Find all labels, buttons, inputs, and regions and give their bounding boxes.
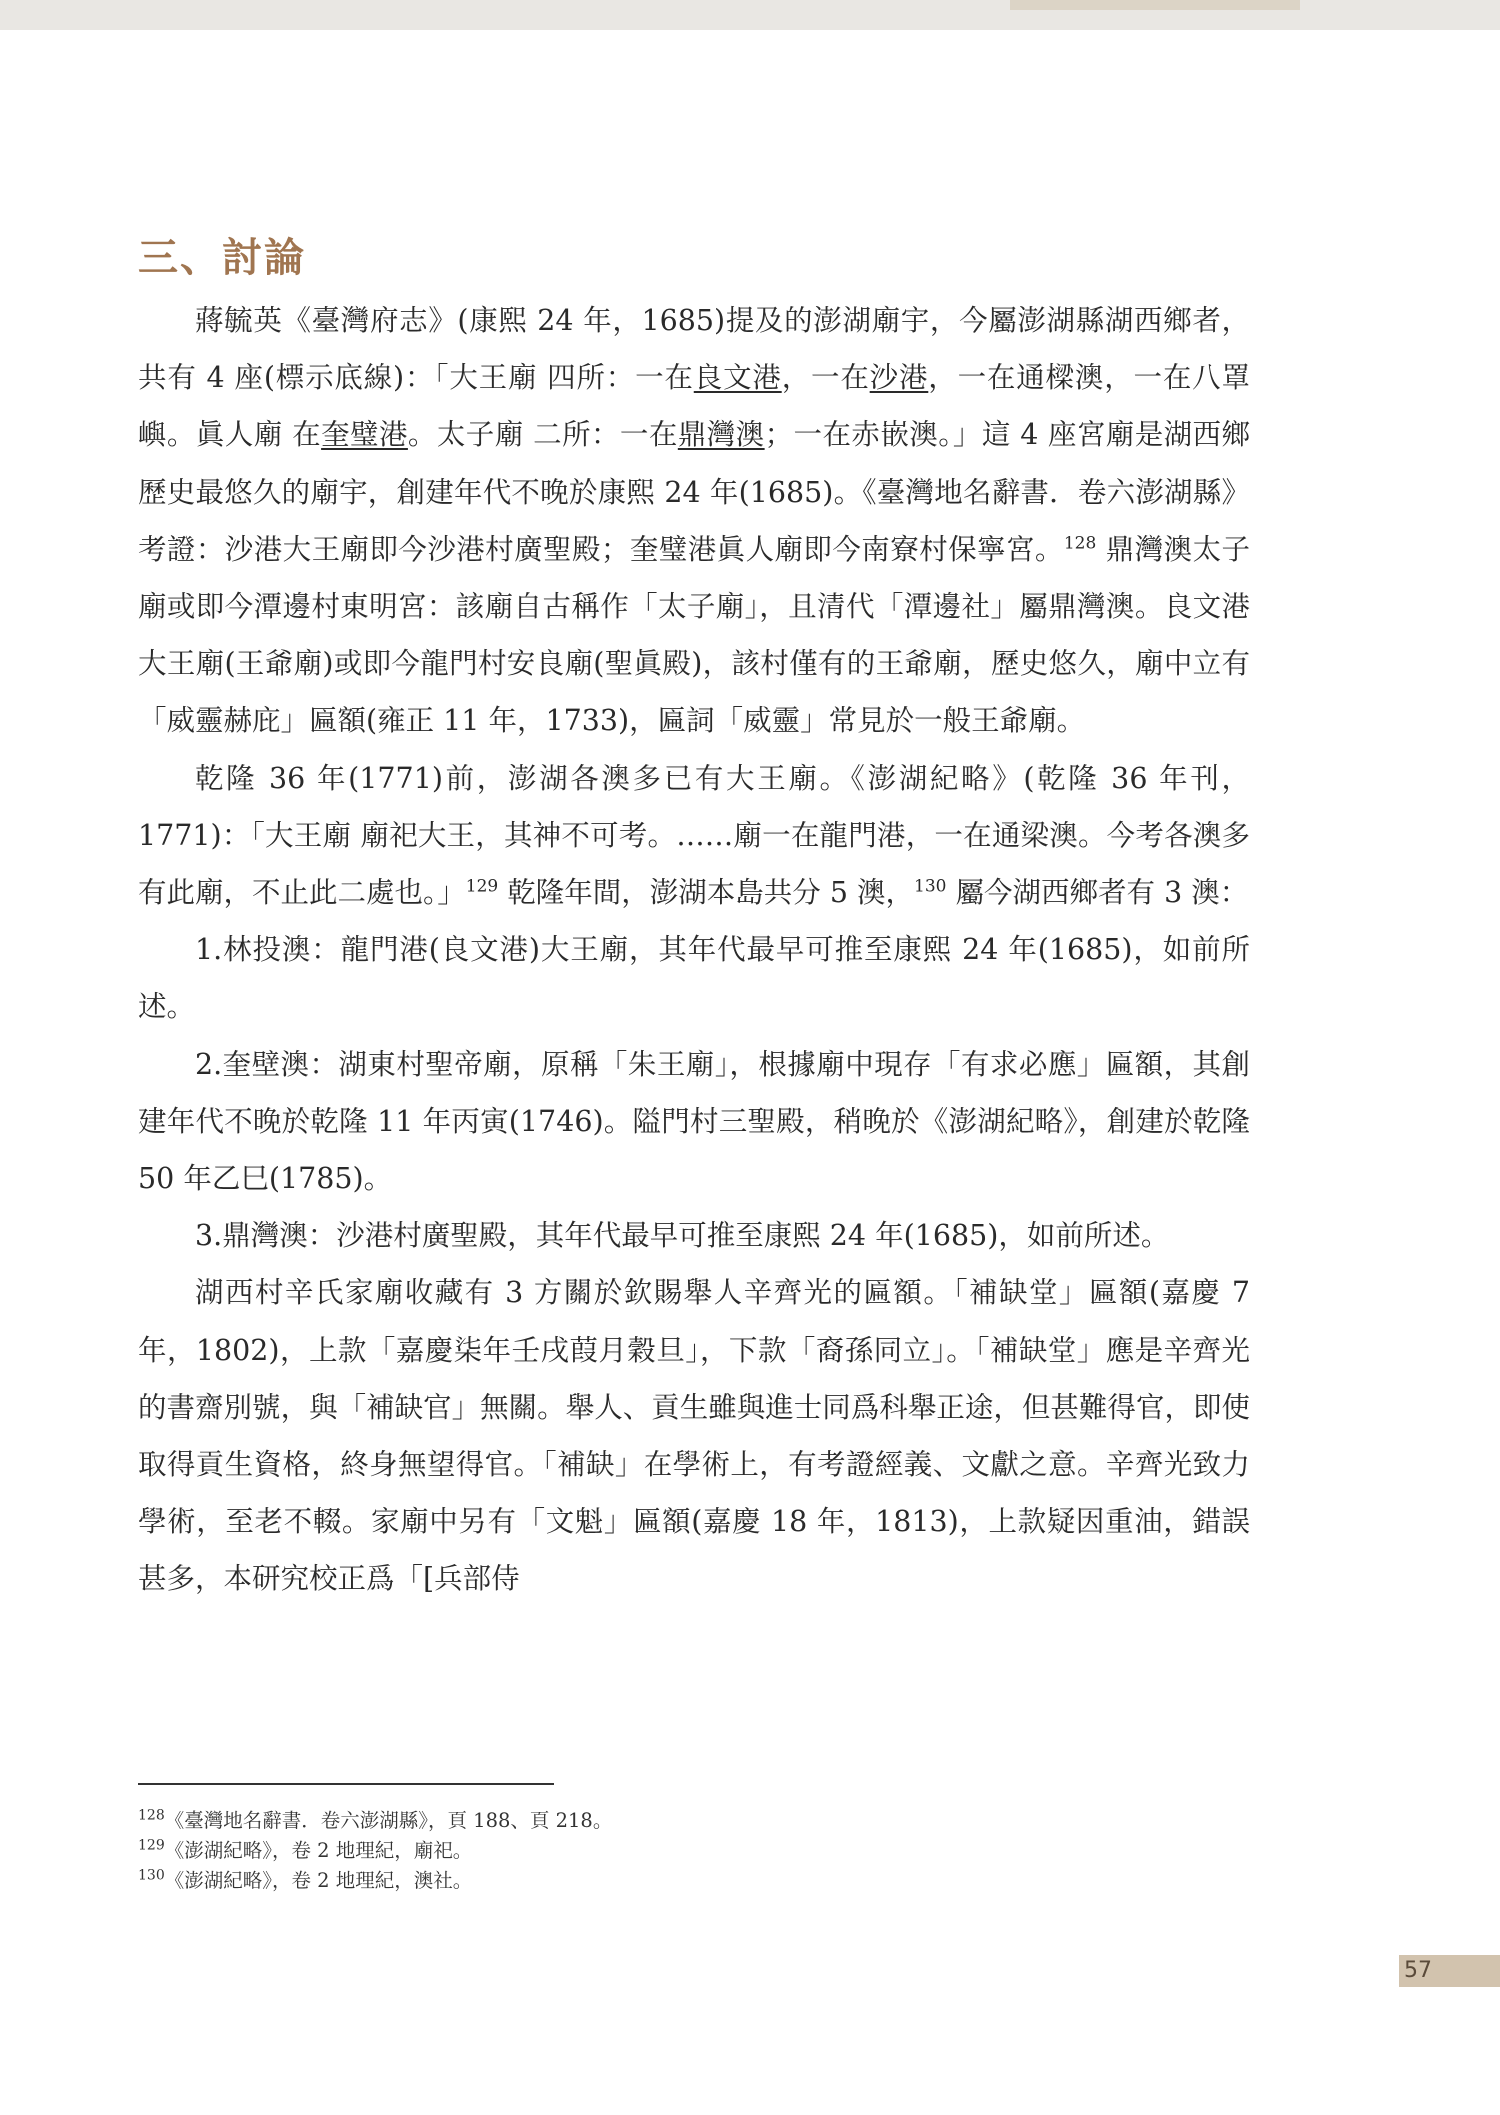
footnote-ref: 128 bbox=[1063, 533, 1097, 554]
footnote-text: 《澎湖紀略》，卷 2 地理紀，廟祀。 bbox=[164, 1839, 473, 1862]
footnotes bbox=[138, 1806, 1038, 1896]
footnote-number: 130 bbox=[138, 1867, 165, 1884]
page-number: 57 bbox=[1399, 1955, 1500, 1987]
underlined-place: 沙港 bbox=[869, 361, 929, 395]
text-run: 乾隆年間，澎湖本島共分 5 澳， bbox=[498, 876, 915, 910]
body-text bbox=[138, 292, 1250, 1608]
text-run: 乾隆 36 年(1771)前，澎湖各澳多已有大王廟。《澎湖紀略》(乾隆 36 年刊，1771)：「大王廟 廟祀大王，其神不可考。……廟一在龍門港，一在通梁澳。今考各澳多有此廟，不止此二處也。」 bbox=[138, 761, 1250, 910]
text-run: 蔣毓英《臺灣府志》(康熙 24 年，1685)提及的澎湖廟宇，今屬澎湖縣湖西鄉者，共有 4 座(標示底線)：「大王廟 四所：一在 bbox=[138, 304, 1250, 395]
footnote-ref: 130 bbox=[914, 876, 947, 897]
text-run: 鼎灣澳太子廟或即今潭邊村東明宮：該廟自古稱作「太子廟」，且清代「潭邊社」屬鼎灣澳。良文港大王廟(王爺廟)或即今龍門村安良廟(聖眞殿)，該村僅有的王爺廟，歷史悠久，廟中立有「威靈赫庇」匾額(雍正 11 年，1733)，匾詞「威靈」常見於一般王爺廟。 bbox=[138, 532, 1250, 738]
footnote bbox=[138, 1866, 1038, 1896]
list-item-1: 1.林投澳：龍門港(良文港)大王廟，其年代最早可推至康熙 24 年(1685)，如前所述。 bbox=[138, 933, 1250, 1024]
top-edge-mark bbox=[1010, 0, 1300, 10]
footnote-text: 《澎湖紀略》，卷 2 地理紀，澳社。 bbox=[164, 1869, 473, 1892]
paragraph-2 bbox=[138, 750, 1250, 922]
footnote bbox=[138, 1806, 1038, 1836]
text-run: ，一在 bbox=[781, 361, 870, 395]
list-item-3: 3.鼎灣澳：沙港村廣聖殿，其年代最早可推至康熙 24 年(1685)，如前所述。 bbox=[195, 1219, 1170, 1253]
underlined-place: 良文港 bbox=[693, 361, 782, 395]
footnote-number: 128 bbox=[138, 1807, 165, 1824]
footnote-number: 129 bbox=[138, 1837, 165, 1854]
text-run: ；一在赤嵌澳。」這 4 座宮廟是湖西鄉歷史最悠久的廟宇，創建年代不晚於康熙 24 年(1685)。《臺灣地名辭書．卷六澎湖縣》考證：沙港大王廟即今沙港村廣聖殿；奎璧港眞人廟即今南寮村保寧宮。 bbox=[138, 418, 1250, 566]
underlined-place: 鼎灣澳 bbox=[677, 418, 765, 452]
footnote bbox=[138, 1836, 1038, 1866]
text-run: 。太子廟 二所：一在 bbox=[407, 418, 678, 452]
footnote-divider bbox=[138, 1783, 554, 1785]
section-heading: 三、討論 bbox=[138, 235, 306, 281]
underlined-place: 奎璧港 bbox=[321, 418, 408, 452]
list-item-2: 2.奎壁澳：湖東村聖帝廟，原稱「朱王廟」，根據廟中現存「有求必應」匾額，其創建年代不晚於乾隆 11 年丙寅(1746)。隘門村三聖殿，稍晚於《澎湖紀略》，創建於乾隆 50 年乙巳(1785)。 bbox=[138, 1047, 1250, 1196]
paragraph-3: 湖西村辛氏家廟收藏有 3 方關於欽賜舉人辛齊光的匾額。「補缺堂」匾額(嘉慶 7 年，1802)，上款「嘉慶柒年壬戌葭月穀旦」，下款「裔孫同立」。「補缺堂」應是辛齊光的書齋別號，與「補缺官」無關。舉人、貢生雖與進士同爲科舉正途，但甚難得官，即使取得貢生資格，終身無望得官。「補缺」在學術上，有考證經義、文獻之意。辛齊光致力學術，至老不輟。家廟中另有「文魁」匾額(嘉慶 18 年，1813)，上款疑因重油，錯誤甚多，本研究校正爲「[兵部侍 bbox=[138, 1276, 1250, 1596]
footnote-text: 《臺灣地名辭書．卷六澎湖縣》，頁 188、頁 218。 bbox=[164, 1809, 613, 1832]
text-run: 屬今湖西鄉者有 3 澳： bbox=[946, 876, 1249, 910]
paragraph-1 bbox=[138, 292, 1250, 750]
footnote-ref: 129 bbox=[465, 876, 499, 897]
text-run: ，一在通樑澳，一在八罩嶼。眞人廟 在 bbox=[138, 361, 1250, 452]
